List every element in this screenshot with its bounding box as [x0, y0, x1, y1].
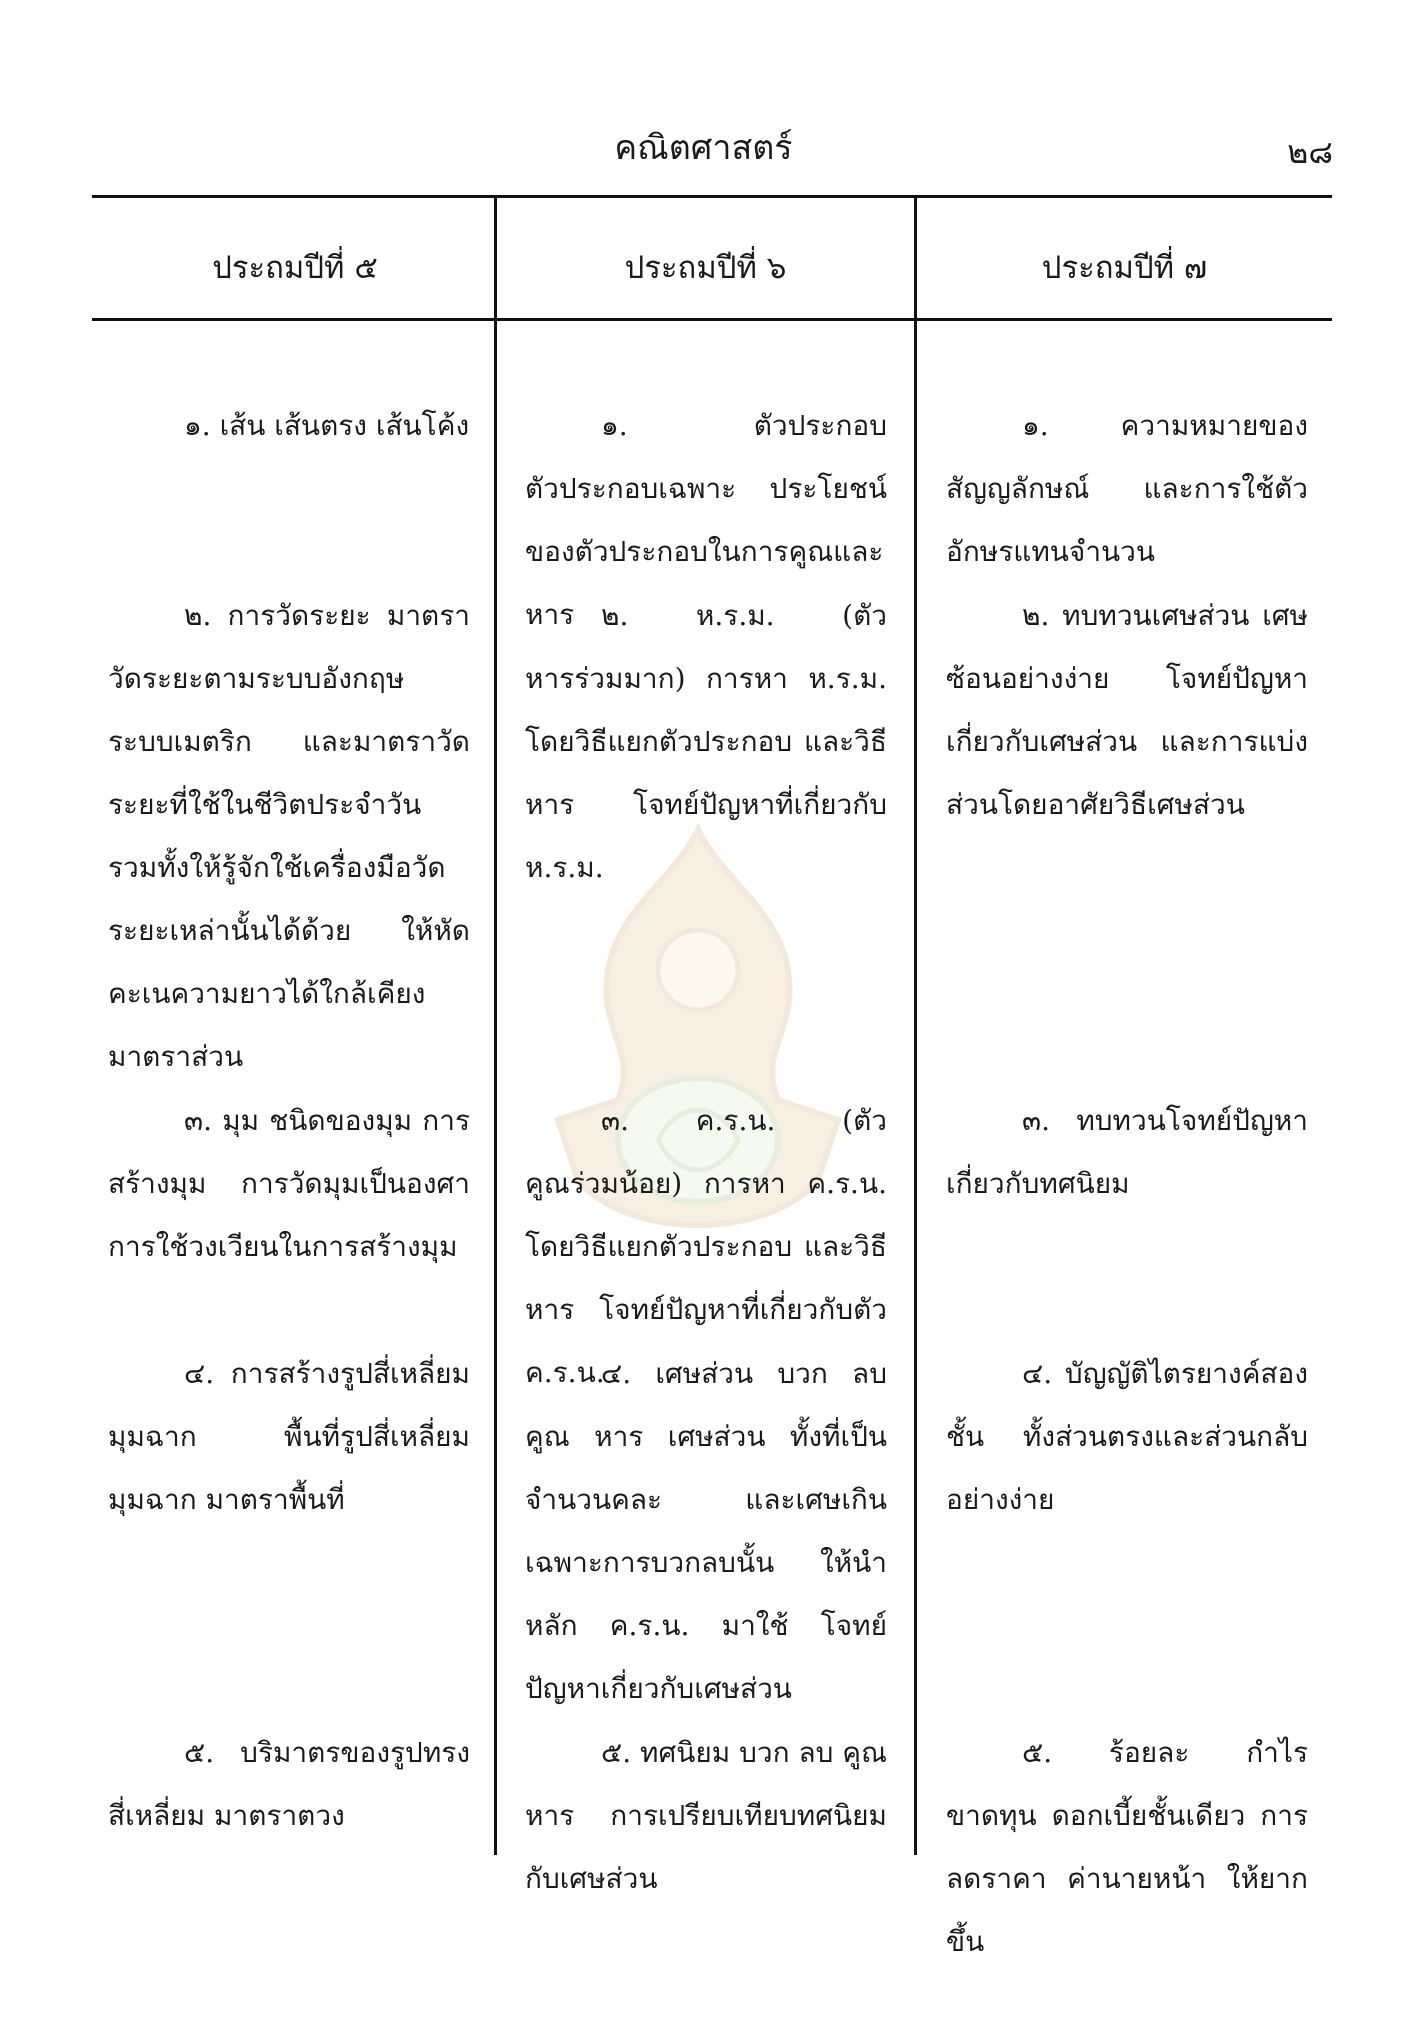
page-title: คณิตศาสตร์	[614, 128, 793, 168]
grade-7-item-3: ๓. ทบทวนโจทย์ปัญหาเกี่ยวกับทศนิยม	[946, 1104, 1308, 1200]
column-heading-grade-5: ประถมปีที่ ๕	[212, 250, 378, 286]
grade-6-item-2: ๒. ห.ร.ม. (ตัวหารร่วมมาก) การหา ห.ร.ม. โดยวิธีแยกตัวประกอบ และวิธีหาร โจทย์ปัญหาที่เกี่ยวกับ ห.ร.ม.	[525, 599, 887, 884]
column-heading-grade-6: ประถมปีที่ ๖	[624, 250, 787, 286]
column-divider-2	[914, 198, 917, 1855]
column-divider-1	[494, 198, 497, 1855]
grade-5-item-5: ๕. บริมาตรของรูปทรงสี่เหลี่ยม มาตราตวง	[108, 1736, 470, 1832]
table-top-rule	[92, 195, 1332, 198]
grade-6-item-4: ๔. เศษส่วน บวก ลบ คูณ หาร เศษส่วน ทั้งที่เป็นจำนวนคละ และเศษเกิน เฉพาะการบวกลบนั้น ให้นำหลัก ค.ร.น. มาใช้ โจทย์ปัญหาเกี่ยวกับเศษส่วน	[525, 1357, 887, 1705]
grade-5-item-2: ๒. การวัดระยะ มาตรา วัดระยะตามระบบอังกฤษ ระบบเมตริก และมาตราวัดระยะที่ใช้ในชีวิตประจำวัน รวมทั้งให้รู้จักใช้เครื่องมือวัดระยะเหล่านั้นได้ด้วย ให้หัดคะเนความยาวได้ใกล้เคียงมาตราส่วน	[108, 599, 470, 1073]
grade-7-item-1: ๑. ความหมายของสัญญลักษณ์ และการใช้ตัวอักษรแทนจำนวน	[946, 409, 1308, 568]
grade-6-item-3: ๓. ค.ร.น. (ตัวคูณร่วมน้อย) การหา ค.ร.น. โดยวิธีแยกตัวประกอบ และวิธีหาร โจทย์ปัญหาที่เกี่ยวกับตัว ค.ร.น.	[525, 1104, 887, 1389]
table-header-rule	[92, 318, 1332, 321]
grade-5-item-3: ๓. มุม ชนิดของมุม การสร้างมุม การวัดมุมเป็นองศา การใช้วงเวียนในการสร้างมุม	[108, 1104, 470, 1263]
grade-6-item-1: ๑. ตัวประกอบ ตัวประกอบเฉพาะ ประโยชน์ของตัวประกอบในการคูณและหาร	[525, 409, 887, 631]
grade-5-item-4: ๔. การสร้างรูปสี่เหลี่ยมมุมฉาก พื้นที่รูปสี่เหลี่ยมมุมฉาก มาตราพื้นที่	[108, 1357, 470, 1516]
grade-7-item-5: ๕. ร้อยละ กำไร ขาดทุน ดอกเบี้ยชั้นเดียว การลดราคา ค่านายหน้า ให้ยากขึ้น	[946, 1736, 1308, 1958]
page-number: ๒๘	[1287, 133, 1333, 171]
grade-7-item-4: ๔. บัญญัติไตรยางค์สองชั้น ทั้งส่วนตรงและส่วนกลับอย่างง่าย	[946, 1357, 1308, 1516]
column-heading-grade-7: ประถมปีที่ ๗	[1041, 250, 1208, 286]
grade-7-item-2: ๒. ทบทวนเศษส่วน เศษซ้อนอย่างง่าย โจทย์ปัญหาเกี่ยวกับเศษส่วน และการแบ่งส่วนโดยอาศัยวิธีเศษส่วน	[946, 599, 1308, 821]
grade-5-item-1: ๑. เส้น เส้นตรง เส้นโค้ง	[184, 409, 470, 442]
grade-6-item-5: ๕. ทศนิยม บวก ลบ คูณ หาร การเปรียบเทียบทศนิยมกับเศษส่วน	[525, 1736, 888, 1895]
